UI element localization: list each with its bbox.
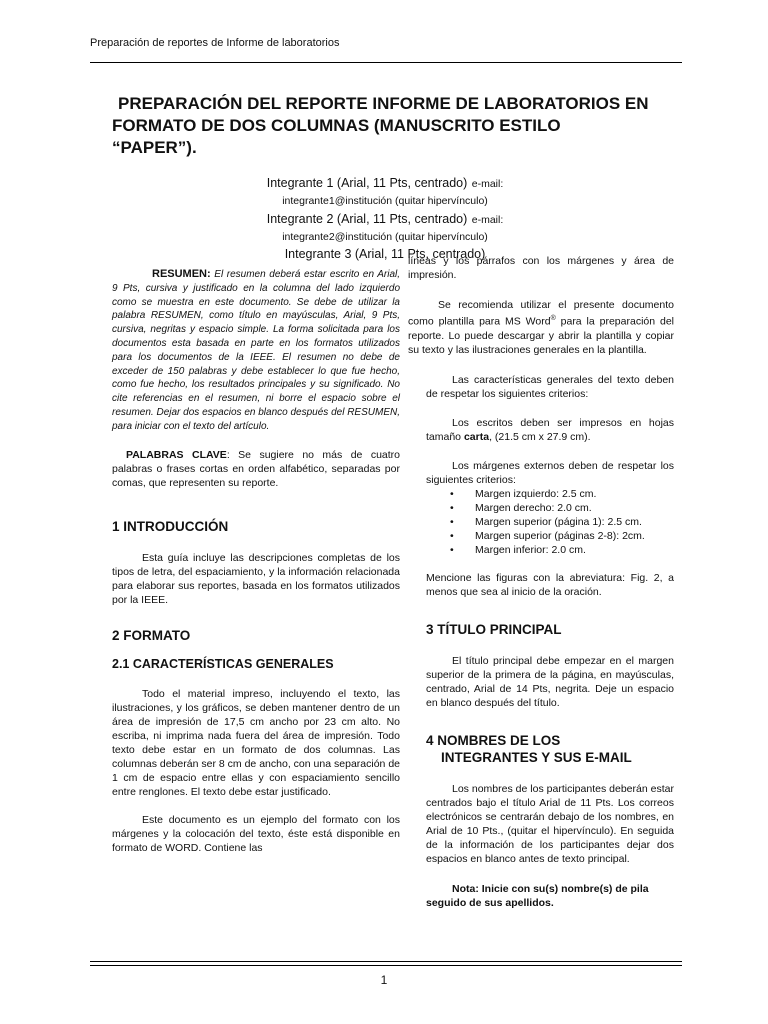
section-1-heading: 1 INTRODUCCIÓN: [112, 518, 229, 534]
word-template-text: Se recomienda utilizar el presente documento como plantilla para MS Word: [408, 299, 674, 328]
section-2-paragraph-2-continued: líneas y los párrafos con los márgenes y área de impresión.: [408, 255, 674, 281]
footer-rule-thin: [90, 965, 682, 966]
page-number: 1: [380, 973, 388, 987]
margin-criteria-list: [408, 487, 674, 557]
section-2-paragraph-6: Los márgenes externos deben de respetar los siguientes criterios:: [426, 459, 674, 486]
section-4-heading-line-2: INTEGRANTES Y SUS E-MAIL: [441, 749, 632, 765]
section-2-paragraph-3: [408, 298, 674, 357]
author-2-email: integrante2@institución (quitar hipervínculo): [282, 231, 488, 243]
section-2-paragraph-7: Mencione las figuras con la abreviatura: Fig. 2, a menos que sea al inicio de la oración.: [426, 571, 674, 598]
list-item: • Margen superior (páginas 2-8): 2cm.: [450, 529, 674, 543]
section-3-paragraph: El título principal debe empezar en el margen superior de la primera de la página, en mayúsculas, centrado, Arial de 14 Pts, negrita. Deje un espacio en blanco después del título.: [426, 654, 674, 709]
email-label-1: e-mail:: [471, 178, 504, 190]
list-item: • Margen superior (página 1): 2.5 cm.: [450, 515, 674, 529]
paper-size-dims: , (21.5 cm x 27.9 cm).: [489, 430, 591, 443]
paper-size-text: Los escritos deben ser impresos en hojas tamaño: [426, 416, 674, 443]
section-2-heading: 2 FORMATO: [112, 627, 191, 643]
header-rule: [90, 62, 682, 63]
footer-rule: [90, 961, 682, 962]
page-title: [112, 93, 677, 159]
abstract: [112, 268, 400, 434]
list-item: • Margen derecho: 2.0 cm.: [450, 501, 674, 515]
section-4-note: Nota: Inicie con su(s) nombre(s) de pila seguido de sus apellidos.: [426, 882, 649, 909]
list-item: • Margen izquierdo: 2.5 cm.: [450, 487, 674, 501]
author-1-email: integrante1@institución (quitar hipervínculo): [282, 195, 488, 207]
list-item: • Margen inferior: 2.0 cm.: [450, 543, 674, 557]
author-2: Integrante 2 (Arial, 11 Pts, centrado): [266, 212, 468, 226]
right-column: [408, 254, 674, 910]
running-header: Preparación de reportes de Informe de laboratorios: [90, 37, 340, 49]
section-2-paragraph-2: Este documento es un ejemplo del formato con los márgenes y la colocación del texto, éste está disponible en formato de WORD. Contiene las: [112, 813, 400, 854]
keywords-label: PALABRAS CLAVE: [126, 448, 227, 461]
abstract-label: RESUMEN:: [152, 268, 211, 280]
paper-size-bold: carta: [463, 430, 490, 443]
section-1-paragraph: Esta guía incluye las descripciones completas de los tipos de letra, del espaciamiento, y la información relacionada para elaborar sus reportes, basada en los formatos utilizados por la IEEE.: [112, 551, 400, 606]
title-line-1: PREPARACIÓN DEL REPORTE INFORME DE LABORATORIOS EN: [118, 94, 649, 113]
abstract-text: El resumen deberá estar escrito en Arial, 9 Pts, cursiva y justificado en la columna del lado izquierdo como se muestra en este documento. Se debe de utilizar la palabra RESUMEN, como título en mayúsculas, Arial, 9 Pts, cursiva, negritas y espacio simple. La forma solicitada para los documentos esta basada en parte en los formatos utilizados para los documentos de la IEEE. El resumen no debe de exceder de 150 palabras y debe establecer lo que fue hecho, como fue hecho, los resultados principales y su significado. No cite referencias en el resumen, ni borre el espacio sobre el resumen. Dejar dos espacios en blanco después del RESUMEN, para iniciar con el texto del artículo.: [112, 269, 401, 432]
registered-mark: ®: [550, 315, 556, 322]
keywords-text: : Se sugiere no más de cuatro palabras o frases cortas en orden alfabético, separadas por comas, que representen su reporte.: [112, 448, 400, 489]
section-2-paragraph-5: [408, 416, 674, 444]
section-2-paragraph-1: Todo el material impreso, incluyendo el texto, las ilustraciones, y los gráficos, se deben mantener dentro de un área de impresión de 17,5 cm ancho por 23 cm alto. No escriba, ni imprima nada fuera del área de impresión. Todo texto debe estar en un formato de dos columnas. Las columnas deberán ser 8 cm de ancho, con una separación de 1 cm de espacio entre ellas y con espaciamiento sencillo entre renglones. El texto debe estar justificado.: [112, 687, 400, 798]
title-line-2: FORMATO DE DOS COLUMNAS (MANUSCRITO ESTILO: [112, 116, 561, 135]
section-2-paragraph-4: Las características generales del texto deben de respetar los siguientes criterios:: [426, 373, 674, 400]
section-4-heading: [408, 732, 674, 766]
section-4-heading-line-1: 4 NOMBRES DE LOS: [426, 732, 561, 748]
title-line-3: “PAPER”).: [112, 138, 197, 157]
author-1: Integrante 1 (Arial, 11 Pts, centrado): [266, 176, 468, 190]
keywords: [112, 448, 400, 490]
left-column: [112, 268, 400, 855]
section-4-paragraph: Los nombres de los participantes deberán estar centrados bajo el título Arial de 11 Pts. Los correos electrónicos se centrarán debajo de los nombres, en Arial de 10 Pts., (quitar el hipervínculo). En seguida de la información de los participantes dejar dos espacios en blanco antes de texto principal.: [426, 782, 674, 865]
email-label-2: e-mail:: [471, 214, 504, 226]
section-3-heading: 3 TÍTULO PRINCIPAL: [426, 621, 562, 637]
author-block: [160, 174, 610, 263]
section-2-1-heading: 2.1 CARACTERÍSTICAS GENERALES: [112, 656, 334, 671]
author-3: Integrante 3 (Arial, 11 Pts, centrado): [284, 247, 486, 261]
word-template-text-2: para la preparación del reporte. Lo puede descargar y abrir la plantilla y copiar su texto y las ilustraciones generales en la plantilla.: [408, 315, 674, 356]
